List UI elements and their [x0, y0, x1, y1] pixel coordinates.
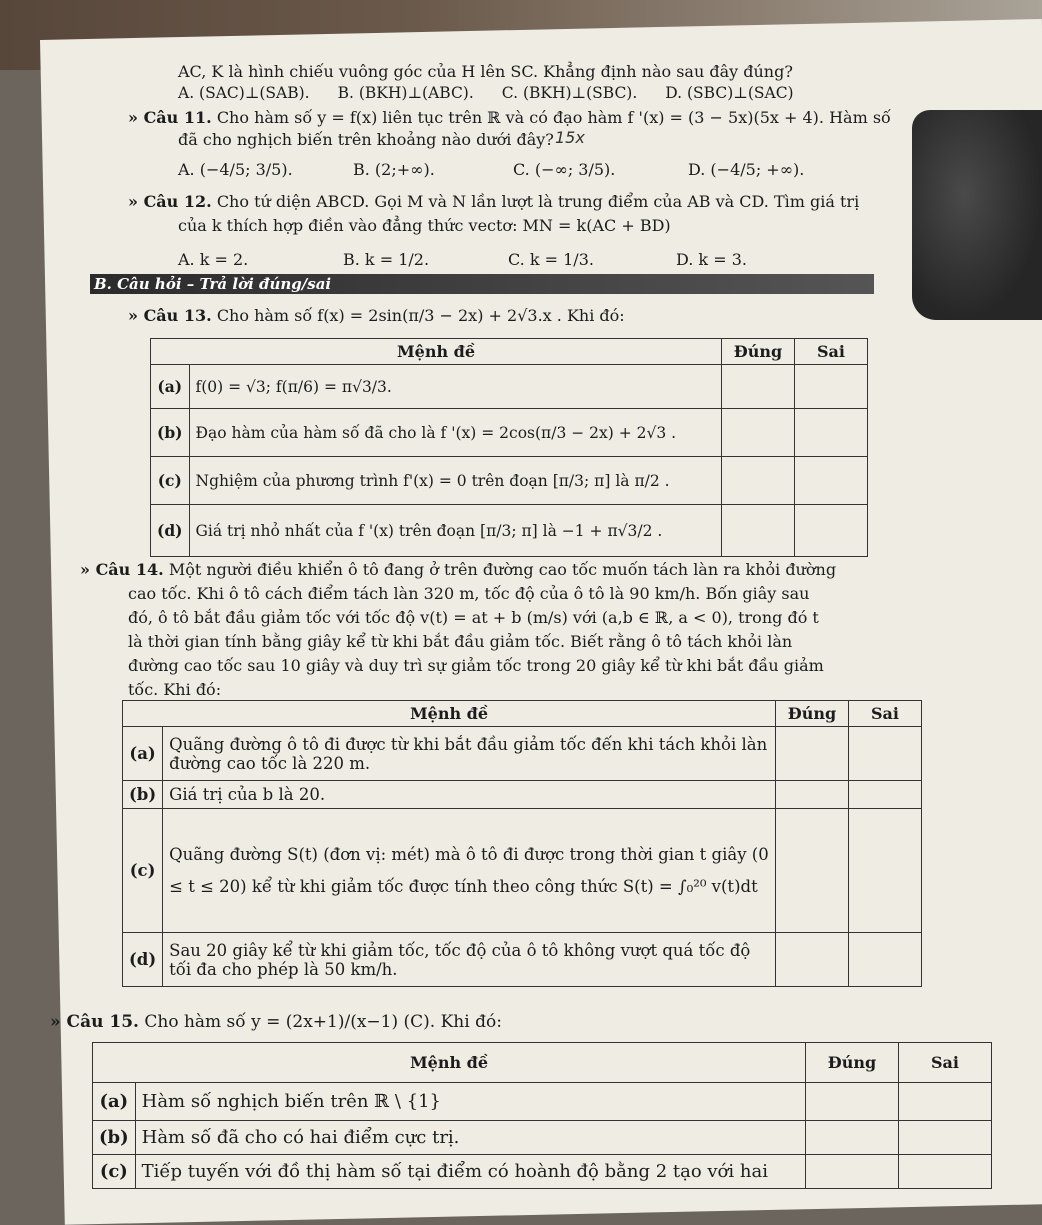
q13-row-d-text: Giá trị nhỏ nhất của f '(x) trên đoạn [π/3; π] là −1 + π√3/2 . — [189, 505, 721, 557]
q13-row-b-label: (b) — [151, 409, 190, 457]
q13-row-d-true-cell[interactable] — [722, 505, 795, 557]
q13-header-true: Đúng — [722, 339, 795, 365]
q11-label: » Câu 11. — [128, 108, 212, 127]
q13-row-c-false-cell[interactable] — [795, 457, 868, 505]
q14-line-1: Một người điều khiển ô tô đang ở trên đường cao tốc muốn tách làn ra khỏi đường — [168, 560, 837, 579]
q13-text: Cho hàm số f(x) = 2sin(π/3 − 2x) + 2√3.x . Khi đó: — [216, 306, 625, 325]
q15-row-c-label: (c) — [93, 1155, 136, 1189]
q15-header-row — [93, 1043, 992, 1083]
table-row — [151, 457, 868, 505]
q14-line-5: đường cao tốc sau 10 giây và duy trì sự giảm tốc trong 20 giây kể từ khi bắt đầu giảm — [128, 656, 824, 675]
q15-row-a-true-cell[interactable] — [806, 1083, 899, 1121]
q14-row-a-true-cell[interactable] — [776, 727, 849, 781]
q14-row-a-text: Quãng đường ô tô đi được từ khi bắt đầu giảm tốc đến khi tách khỏi làn đường cao tốc là 220 m. — [163, 727, 776, 781]
q14-header-row — [123, 701, 922, 727]
q13-row-c-label: (c) — [151, 457, 190, 505]
table-row — [123, 781, 922, 809]
q12-option-b: B. k = 1/2. — [343, 250, 430, 269]
q15-question — [50, 1012, 502, 1032]
q14-row-a-false-cell[interactable] — [849, 727, 922, 781]
q15-header-false: Sai — [899, 1043, 992, 1083]
q13-row-d-label: (d) — [151, 505, 190, 557]
q15-row-a-false-cell[interactable] — [899, 1083, 992, 1121]
q13-row-b-text: Đạo hàm của hàm số đã cho là f '(x) = 2cos(π/3 − 2x) + 2√3 . — [189, 409, 721, 457]
q14-row-b-true-cell[interactable] — [776, 781, 849, 809]
q14-header-true: Đúng — [776, 701, 849, 727]
q15-row-b-text: Hàm số đã cho có hai điểm cực trị. — [135, 1121, 805, 1155]
q15-row-c-text: Tiếp tuyến với đồ thị hàm số tại điểm có hoành độ bằng 2 tạo với hai — [135, 1155, 805, 1189]
q11-option-a: A. (−4/5; 3/5). — [178, 160, 293, 179]
q11-option-d: D. (−4/5; +∞). — [688, 160, 805, 179]
section-b-header: B. Câu hỏi – Trả lời đúng/sai — [90, 274, 874, 294]
q12-text2: của k thích hợp điền vào đẳng thức vectơ: MN = k(AC + BD) — [178, 216, 671, 235]
q10-option-d: D. (SBC)⊥(SAC) — [665, 84, 794, 102]
q15-row-a-text: Hàm số nghịch biến trên ℝ \ {1} — [135, 1083, 805, 1121]
dark-object — [912, 110, 1042, 320]
q13-question — [128, 306, 625, 325]
q15-row-b-true-cell[interactable] — [806, 1121, 899, 1155]
q11-options — [178, 160, 804, 179]
q15-row-a-label: (a) — [93, 1083, 136, 1121]
q14-line-3: đó, ô tô bắt đầu giảm tốc với tốc độ v(t) = at + b (m/s) với (a,b ∈ ℝ, a < 0), trong đó t — [128, 608, 819, 627]
q13-table — [150, 338, 868, 557]
q14-row-c-label: (c) — [123, 809, 163, 933]
q10-option-a: A. (SAC)⊥(SAB). — [178, 84, 310, 102]
q14-row-d-text: Sau 20 giây kể từ khi giảm tốc, tốc độ của ô tô không vượt quá tốc độ tối đa cho phép là 50 km/h. — [163, 933, 776, 987]
table-row — [123, 727, 922, 781]
q13-row-b-false-cell[interactable] — [795, 409, 868, 457]
q12-options — [178, 250, 747, 269]
table-row — [123, 809, 922, 933]
q15-table — [92, 1042, 992, 1189]
q14-line-6: tốc. Khi đó: — [128, 680, 222, 699]
q14-question — [80, 560, 836, 579]
q15-text: Cho hàm số y = (2x+1)/(x−1) (C). Khi đó: — [144, 1012, 502, 1032]
q13-row-c-text: Nghiệm của phương trình f'(x) = 0 trên đoạn [π/3; π] là π/2 . — [189, 457, 721, 505]
q10-options — [178, 84, 794, 102]
table-row — [93, 1155, 992, 1189]
q13-row-a-label: (a) — [151, 365, 190, 409]
q14-header-statement: Mệnh đề — [123, 701, 776, 727]
q15-row-c-true-cell[interactable] — [806, 1155, 899, 1189]
q10-option-b: B. (BKH)⊥(ABC). — [337, 84, 474, 102]
q13-label: » Câu 13. — [128, 306, 212, 325]
q14-row-a-label: (a) — [123, 727, 163, 781]
q11-handwritten-note: 15x — [555, 128, 585, 147]
q14-row-c-false-cell[interactable] — [849, 809, 922, 933]
table-row — [123, 933, 922, 987]
q14-row-d-label: (d) — [123, 933, 163, 987]
q13-row-d-false-cell[interactable] — [795, 505, 868, 557]
top-line: AC, K là hình chiếu vuông góc của H lên SC. Khẳng định nào sau đây đúng? — [178, 62, 793, 81]
q12-question — [128, 192, 859, 211]
q10-option-c: C. (BKH)⊥(SBC). — [501, 84, 638, 102]
q15-row-b-false-cell[interactable] — [899, 1121, 992, 1155]
q15-label: » Câu 15. — [50, 1012, 139, 1032]
q14-label: » Câu 14. — [80, 560, 164, 579]
q13-row-b-true-cell[interactable] — [722, 409, 795, 457]
q14-row-c-text: Quãng đường S(t) (đơn vị: mét) mà ô tô đi được trong thời gian t giây (0 ≤ t ≤ 20) kể từ khi giảm tốc được tính theo công thức S(t) = ∫₀²⁰ v(t)dt — [163, 809, 776, 933]
q14-row-c-true-cell[interactable] — [776, 809, 849, 933]
q12-label: » Câu 12. — [128, 192, 212, 211]
q14-row-b-text: Giá trị của b là 20. — [163, 781, 776, 809]
q13-header-statement: Mệnh đề — [151, 339, 722, 365]
q15-row-c-false-cell[interactable] — [899, 1155, 992, 1189]
q14-line-4: là thời gian tính bằng giây kể từ khi bắt đầu giảm tốc. Biết rằng ô tô tách khỏi làn — [128, 632, 793, 651]
q15-header-true: Đúng — [806, 1043, 899, 1083]
q14-row-d-false-cell[interactable] — [849, 933, 922, 987]
q12-option-c: C. k = 1/3. — [508, 250, 594, 269]
q13-row-a-false-cell[interactable] — [795, 365, 868, 409]
table-row — [151, 365, 868, 409]
q13-row-a-true-cell[interactable] — [722, 365, 795, 409]
q15-row-b-label: (b) — [93, 1121, 136, 1155]
q15-header-statement: Mệnh đề — [93, 1043, 806, 1083]
q14-line-2: cao tốc. Khi ô tô cách điểm tách làn 320 m, tốc độ của ô tô là 90 km/h. Bốn giây sau — [128, 584, 810, 603]
table-row — [151, 409, 868, 457]
q12-option-d: D. k = 3. — [676, 250, 747, 269]
q14-row-b-label: (b) — [123, 781, 163, 809]
q14-header-false: Sai — [849, 701, 922, 727]
table-row — [93, 1083, 992, 1121]
q14-row-d-true-cell[interactable] — [776, 933, 849, 987]
q13-row-a-text: f(0) = √3; f(π/6) = π√3/3. — [189, 365, 721, 409]
q13-header-false: Sai — [795, 339, 868, 365]
q11-option-c: C. (−∞; 3/5). — [513, 160, 616, 179]
table-row — [93, 1121, 992, 1155]
q12-text: Cho tứ diện ABCD. Gọi M và N lần lượt là trung điểm của AB và CD. Tìm giá trị — [216, 192, 860, 211]
q13-header-row — [151, 339, 868, 365]
q11-text: Cho hàm số y = f(x) liên tục trên ℝ và có đạo hàm f '(x) = (3 − 5x)(5x + 4). Hàm số — [216, 108, 891, 127]
q14-row-b-false-cell[interactable] — [849, 781, 922, 809]
q12-option-a: A. k = 2. — [178, 250, 249, 269]
q13-row-c-true-cell[interactable] — [722, 457, 795, 505]
q14-table — [122, 700, 922, 987]
q11-option-b: B. (2;+∞). — [353, 160, 435, 179]
q11-text2: đã cho nghịch biến trên khoảng nào dưới đây? — [178, 130, 554, 149]
table-row — [151, 505, 868, 557]
q11-question — [128, 108, 891, 127]
